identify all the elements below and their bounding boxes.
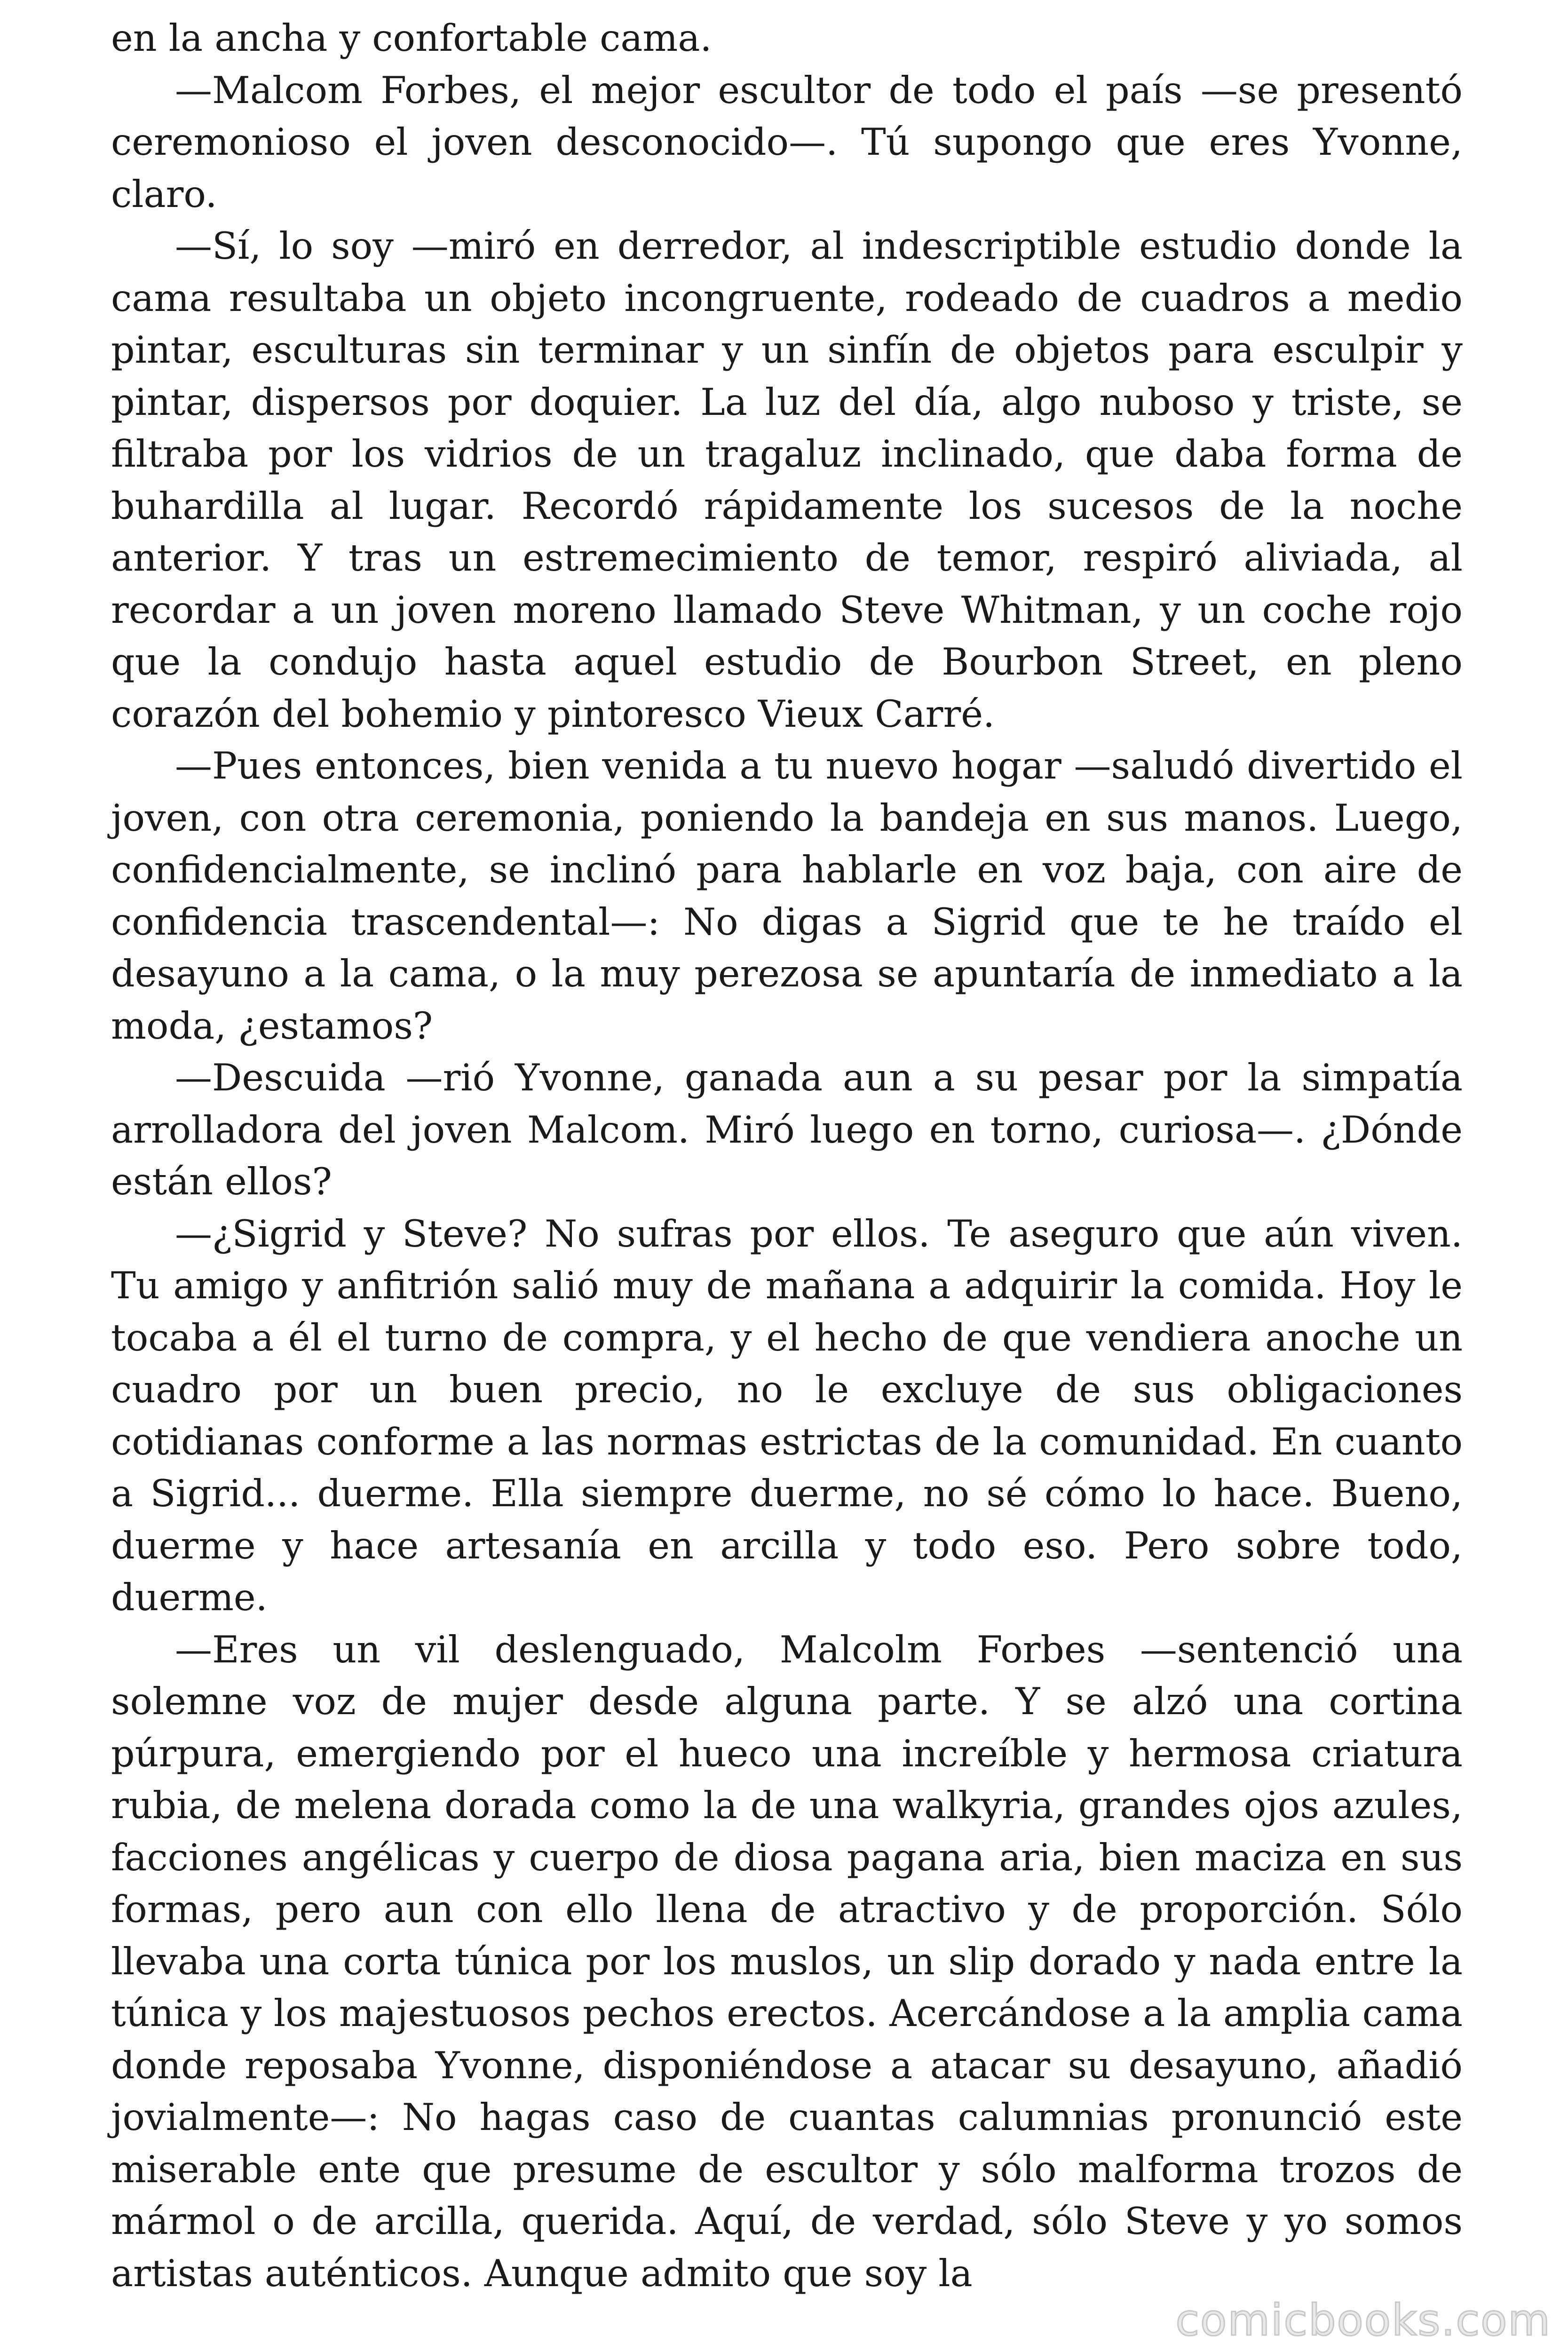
- paragraph: —Sí, lo soy —miró en derredor, al indescriptible estudio donde la cama resultaba un objeto incongruente, rodeado de cuadros a medio pintar, esculturas sin terminar y un sinfín de objetos para esculpir y pintar, dispersos por doquier. La luz del día, algo nuboso y triste, se filtraba por los vidrios de un tragaluz inclinado, que daba forma de buhardilla al lugar. Recordó rápidamente los sucesos de la noche anterior. Y tras un estremecimiento de temor, respiró aliviada, al recordar a un joven moreno llamado Steve Whitman, y un coche rojo que la condujo hasta aquel estudio de Bourbon Street, en pleno corazón del bohemio y pintoresco Vieux Carré.: [111, 224, 1463, 736]
- paragraph: en la ancha y confortable cama.: [111, 16, 712, 60]
- text-column: [111, 12, 1463, 2299]
- watermark: comicbooks.com: [1175, 2295, 1551, 2345]
- paragraph: —Pues entonces, bien venida a tu nuevo hogar —saludó divertido el joven, con otra ceremonia, poniendo la bandeja en sus manos. Luego, confidencialmente, se inclinó para hablarle en voz baja, con aire de confidencia trascendental—: No digas a Sigrid que te he traído el desayuno a la cama, o la muy perezosa se apuntaría de inmediato a la moda, ¿estamos?: [111, 744, 1463, 1048]
- paragraph: —Descuida —rió Yvonne, ganada aun a su pesar por la simpatía arrolladora del joven Malcom. Miró luego en torno, curiosa—. ¿Dónde están ellos?: [111, 1056, 1463, 1203]
- paragraph: —¿Sigrid y Steve? No sufras por ellos. Te aseguro que aún viven. Tu amigo y anfitrión salió muy de mañana a adquirir la comida. Hoy le tocaba a él el turno de compra, y el hecho de que vendiera anoche un cuadro por un buen precio, no le excluye de sus obligaciones cotidianas conforme a las normas estrictas de la comunidad. En cuanto a Sigrid... duerme. Ella siempre duerme, no sé cómo lo hace. Bueno, duerme y hace artesanía en arcilla y todo eso. Pero sobre todo, duerme.: [111, 1212, 1463, 1619]
- paragraph: —Malcom Forbes, el mejor escultor de todo el país —se presentó ceremonioso el joven desconocido—. Tú supongo que eres Yvonne, claro.: [111, 68, 1463, 216]
- paragraph: —Eres un vil deslenguado, Malcolm Forbes —sentenció una solemne voz de mujer desde alguna parte. Y se alzó una cortina púrpura, emergiendo por el hueco una increíble y hermosa criatura rubia, de melena dorada como la de una walkyria, grandes ojos azules, facciones angélicas y cuerpo de diosa pagana aria, bien maciza en sus formas, pero aun con ello llena de atractivo y de proporción. Sólo llevaba una corta túnica por los muslos, un slip dorado y nada entre la túnica y los majestuosos pechos erectos. Acercándose a la amplia cama donde reposaba Yvonne, disponiéndose a atacar su desayuno, añadió jovialmente—: No hagas caso de cuantas calumnias pronunció este miserable ente que presume de escultor y sólo malforma trozos de mármol o de arcilla, querida. Aquí, de verdad, sólo Steve y yo somos artistas auténticos. Aunque admito que soy la: [111, 1628, 1463, 2295]
